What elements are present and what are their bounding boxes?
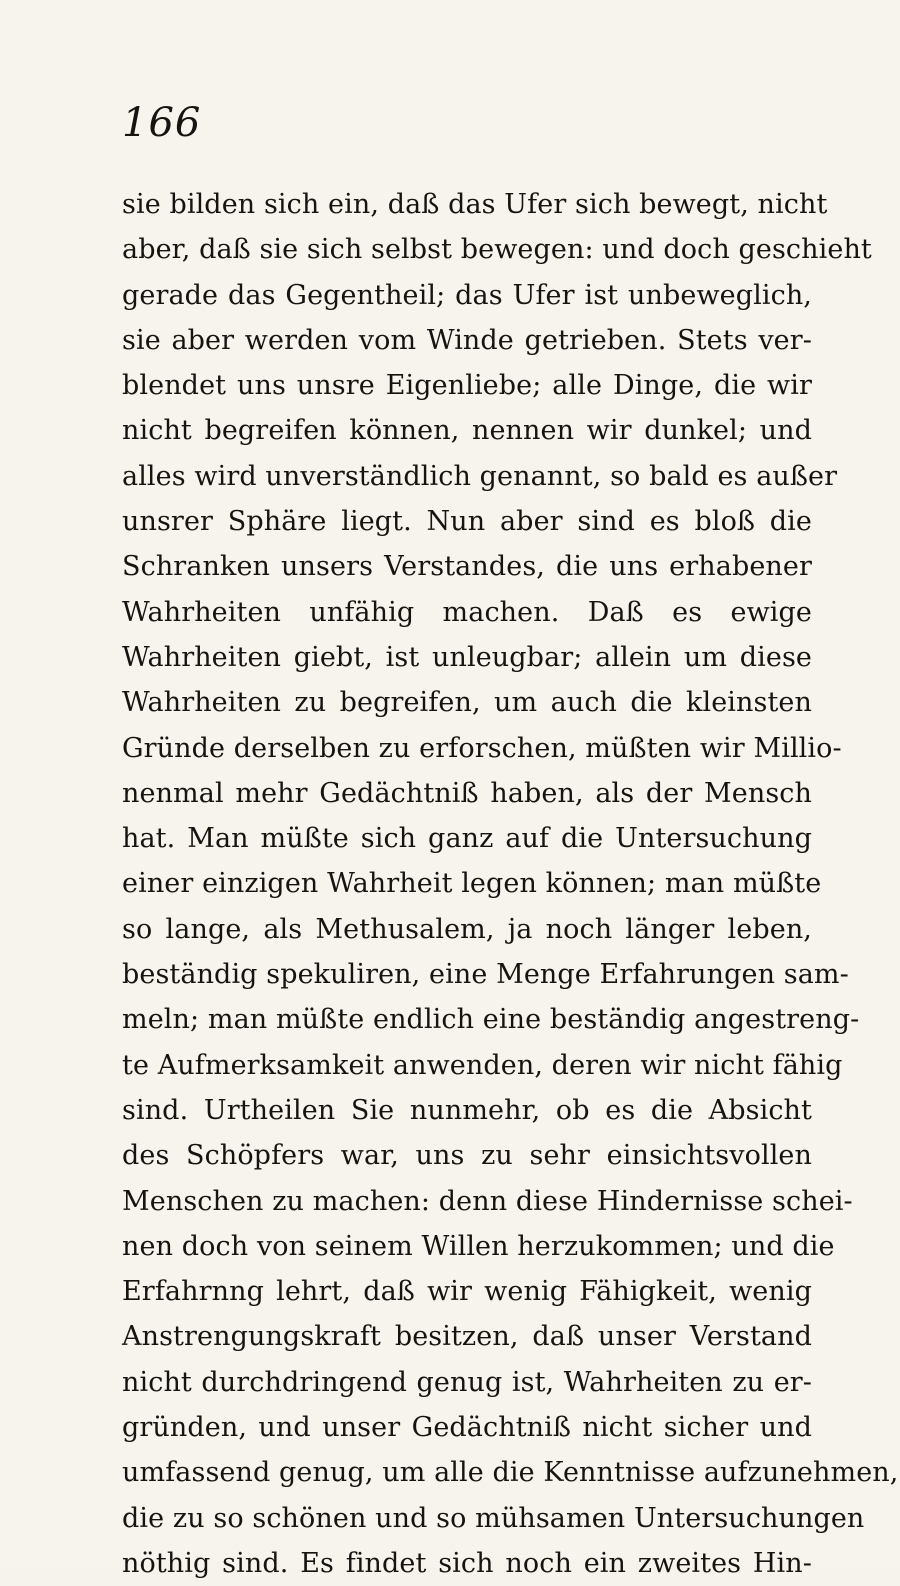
- text-line: Erfahrnng lehrt, daß wir wenig Fähigkeit, wenig: [122, 1276, 812, 1308]
- text-line: die zu so schönen und so mühsamen Untersuchungen: [122, 1502, 865, 1534]
- text-line: sind. Urtheilen Sie nunmehr, ob es die Absicht: [122, 1094, 812, 1126]
- text-line: nicht begreifen können, nennen wir dunkel; und: [122, 415, 812, 447]
- text-line: te Aufmerksamkeit anwenden, deren wir nicht fähig: [122, 1049, 843, 1081]
- text-line: Menschen zu machen: denn diese Hindernisse schei-: [122, 1185, 853, 1217]
- page-number: 166: [122, 100, 202, 146]
- text-line: nen doch von seinem Willen herzukommen; und die: [122, 1230, 835, 1262]
- text-line: nicht durchdringend genug ist, Wahrheiten zu er-: [122, 1366, 812, 1398]
- text-line: meln; man müßte endlich eine beständig angestreng-: [122, 1004, 860, 1036]
- text-line: einer einzigen Wahrheit legen können; man müßte: [122, 868, 822, 900]
- text-line: Schranken unsers Verstandes, die uns erhabener: [122, 551, 812, 583]
- text-line: Wahrheiten zu begreifen, um auch die kleinsten: [122, 687, 812, 719]
- text-line: umfassend genug, um alle die Kenntnisse aufzunehmen,: [122, 1457, 899, 1489]
- text-line: Gründe derselben zu erforschen, müßten wir Millio-: [122, 732, 842, 764]
- text-line: blendet uns unsre Eigenliebe; alle Dinge, die wir: [122, 370, 812, 402]
- text-line: gerade das Gegentheil; das Ufer ist unbeweglich,: [122, 279, 812, 311]
- body-text: [122, 182, 899, 1586]
- text-line: Wahrheiten unfähig machen. Daß es ewige: [122, 596, 812, 628]
- text-line: beständig spekuliren, eine Menge Erfahrungen sam-: [122, 959, 849, 991]
- text-line: Wahrheiten giebt, ist unleugbar; allein um diese: [122, 641, 812, 673]
- text-line: hat. Man müßte sich ganz auf die Untersuchung: [122, 823, 812, 855]
- text-line: Anstrengungskraft besitzen, daß unser Verstand: [122, 1321, 812, 1353]
- text-line: sie bilden sich ein, daß das Ufer sich bewegt, nicht: [122, 189, 828, 220]
- text-line: nenmal mehr Gedächtniß haben, als der Mensch: [122, 777, 812, 809]
- text-line: unsrer Sphäre liegt. Nun aber sind es bloß die: [122, 506, 812, 538]
- text-line: des Schöpfers war, uns zu sehr einsichtsvollen: [122, 1140, 812, 1172]
- text-line: alles wird unverständlich genannt, so bald es außer: [122, 460, 838, 492]
- text-line: sie aber werden vom Winde getrieben. Stets ver-: [122, 324, 812, 356]
- text-line: aber, daß sie sich selbst bewegen: und doch geschieht: [122, 234, 872, 266]
- text-line: nöthig sind. Es findet sich noch ein zweites Hin-: [122, 1547, 812, 1579]
- text-line: so lange, als Methusalem, ja noch länger leben,: [122, 913, 812, 945]
- text-line: gründen, und unser Gedächtniß nicht sicher und: [122, 1412, 812, 1444]
